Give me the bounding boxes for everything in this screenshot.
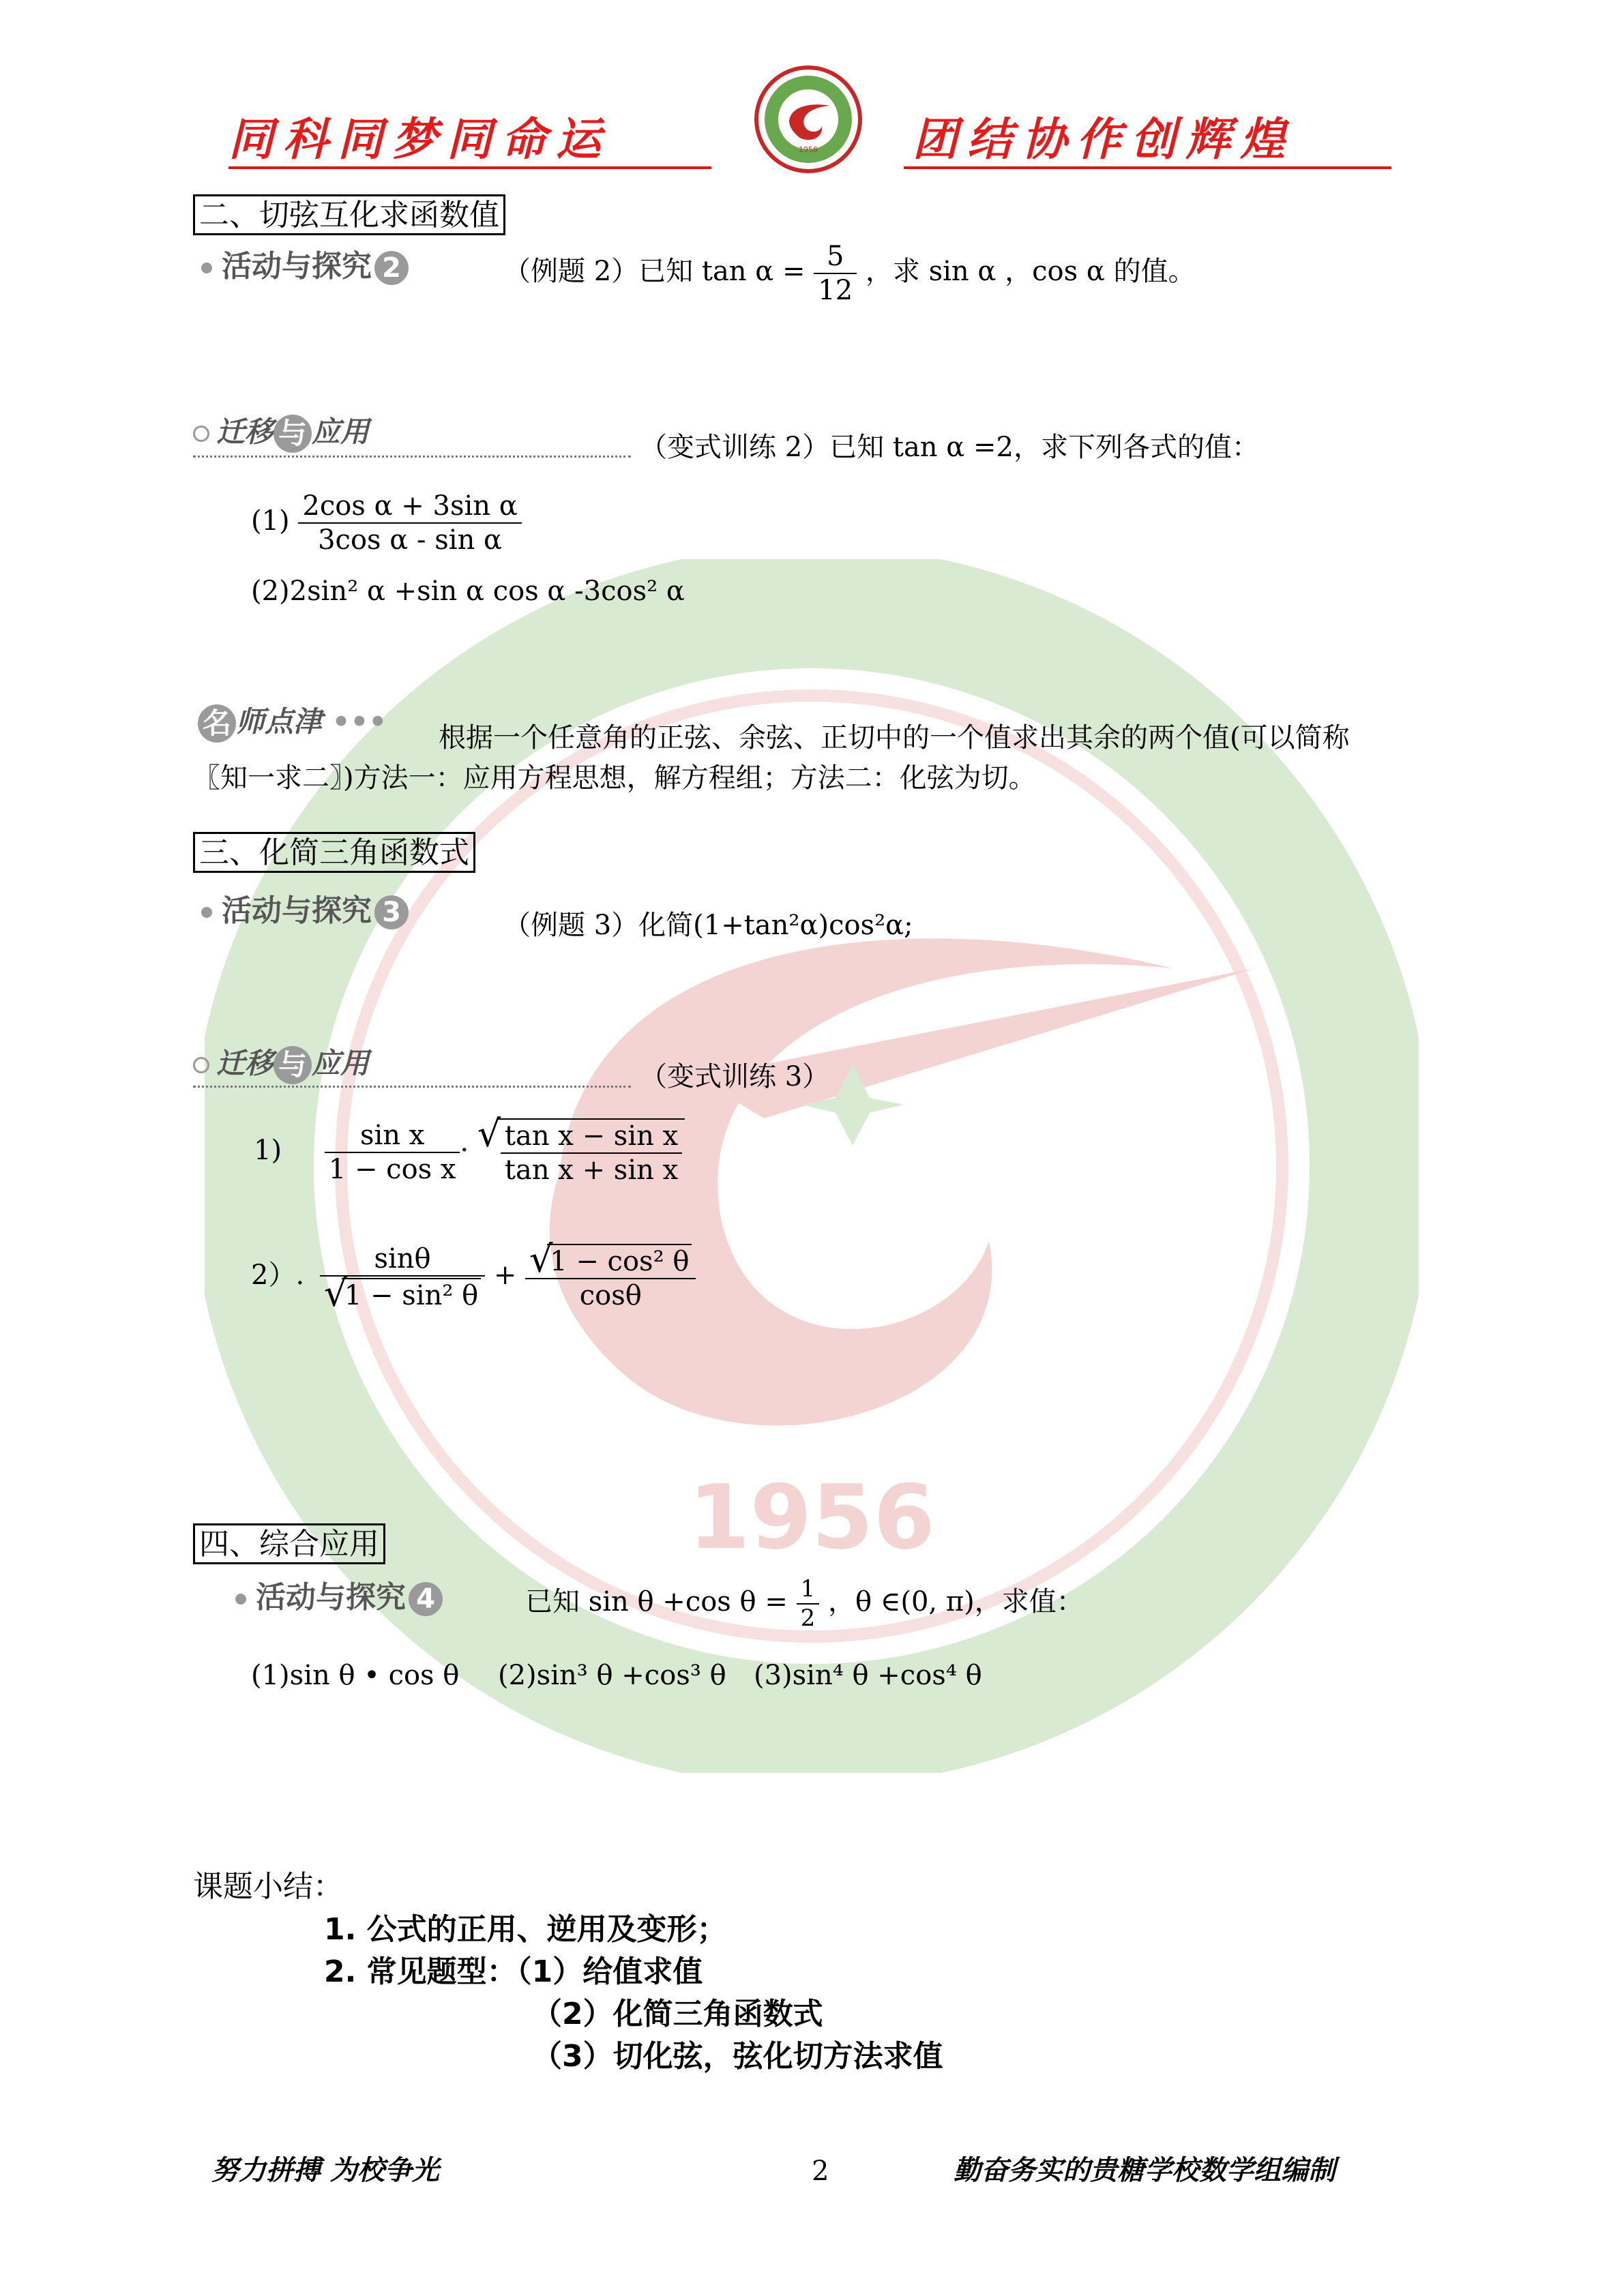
header-underline-right [904,166,1391,169]
section3-example: （例题 3）化简(1+tan²α)cos²α; [503,910,913,941]
section3-item2-fraction2: √ 1 − cos² θ cosθ [525,1242,696,1312]
section3-variant-text: （变式训练 3） [640,1061,830,1092]
section3-title: 三、化简三角函数式 [193,832,475,873]
bullet-dot-icon [201,263,212,273]
section3-transfer-tag: 迁移 与 应用 [193,1046,369,1084]
section4-title: 四、综合应用 [193,1523,385,1564]
summary-point2: 2. 常见题型：（1）给值求值 [324,1954,703,1989]
teacher-tips-tag: 名 师点津 ••• [198,704,387,743]
header-underline-left [228,166,711,169]
summary-point1: 1. 公式的正用、逆用及变形； [324,1912,727,1947]
ring-bullet-icon [193,426,209,442]
section4-question3: (3)sin⁴ θ +cos⁴ θ [754,1660,982,1691]
section3-transfer-dotted-line [193,1086,631,1088]
page-number: 2 [812,2156,829,2187]
footer-left-slogan: 努力拼搏 为校争光 [211,2155,439,2186]
header-slogan-left: 同科同梦同命运 [228,113,610,166]
section2-title: 二、切弦互化求函数值 [193,194,505,235]
section4-question1: (1)sin θ • cos θ [251,1660,460,1691]
teacher-tips-line1: 根据一个任意角的正弦、余弦、正切中的一个值求出其余的两个值(可以简称 [439,722,1350,754]
section4-activity-tag: 活动与探究 4 [235,1582,443,1616]
summary-heading: 课题小结： [193,1869,343,1904]
header-slogan-right: 团结协作创辉煌 [913,113,1295,166]
ring-bullet-icon [193,1057,209,1073]
section3-activity-num: 3 [374,895,409,929]
bullet-dot-icon [235,1594,246,1605]
section2-item1-fraction: $\frac{\text{2cos α + 3sin α}}{\text{3cos α - sin α}}$ [298,490,521,556]
section3-item1-sqrt: √ $\frac{\text{tan x − sin x}}{\text{tan x + sin x}}$ [477,1118,685,1187]
section3-item2-fraction1: sinθ √ 1 − sin² θ [320,1242,485,1312]
teacher-tips-line2: 〖知一求二〗)方法一：应用方程思想，解方程组；方法二：化弦为切。 [193,762,1036,794]
section2-example: （例题 2）已知 tan α = $\frac{5}{12}$ ，求 sin α ，cos α 的值。 [503,241,1196,306]
section2-transfer-dotted-line [193,456,631,458]
svg-text:1956: 1956 [688,1465,935,1569]
section3-item1: 1) $\frac{\text{sin x}}{\text{1 − cos x}}$ · √ $\frac{\text{tan x − sin x}}{\text{tan x + sin x}}$ [254,1118,685,1187]
section2-variant-text: （变式训练 2）已知 tan α =2，求下列各式的值： [640,432,1259,463]
section3-item1-fraction: $\frac{\text{sin x}}{\text{1 − cos x}}$ [325,1119,460,1186]
section4-problem-fraction: $\frac{1}{2}$ [797,1575,820,1632]
section2-transfer-tag: 迁移 与 应用 [193,415,369,453]
svg-text:1956: 1956 [799,145,818,154]
section2-example-fraction: $\frac{5}{12}$ [814,240,857,307]
section4-problem: 已知 sin θ +cos θ = $\frac{1}{2}$ ，θ ∈(0, π)，求值： [525,1575,1084,1632]
footer-right-credit: 勤奋务实的贵糖学校数学组编制 [954,2155,1335,2186]
summary-point3: （2）化简三角函数式 [532,1997,823,2031]
section2-activity-num: 2 [374,251,409,285]
section3-item2: 2）. sinθ √ 1 − sin² θ + √ 1 − cos² θ cosθ [251,1242,696,1312]
section2-item2: (2)2sin² α +sin α cos α -3cos² α [251,576,685,607]
summary-point4: （3）切化弦，弦化切方法求值 [532,2039,943,2074]
section4-question2: (2)sin³ θ +cos³ θ [498,1660,726,1691]
school-logo [754,65,863,174]
section4-activity-num: 4 [409,1582,443,1616]
section2-item1: (1) $\frac{\text{2cos α + 3sin α}}{\text{3cos α - sin α}}$ [251,490,522,556]
section2-activity-tag: 活动与探究 2 [201,251,409,285]
bullet-dot-icon [201,907,212,918]
section3-activity-tag: 活动与探究 3 [201,895,409,929]
